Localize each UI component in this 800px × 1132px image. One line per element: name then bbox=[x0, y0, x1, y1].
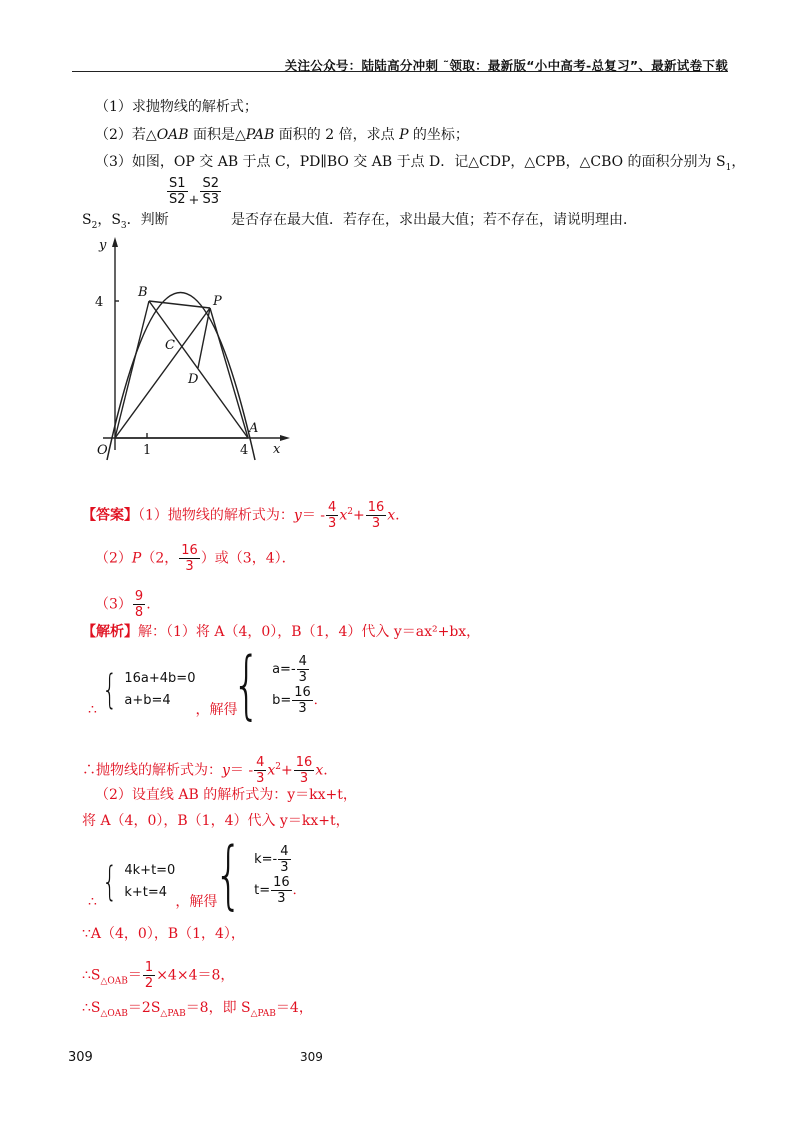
analysis-l3-frac2-den: 3 bbox=[299, 771, 309, 786]
solution-2-t: t= bbox=[254, 883, 271, 898]
point-B-label: B bbox=[138, 285, 148, 300]
point-C-label: C bbox=[165, 338, 175, 353]
system-2-equations bbox=[97, 860, 175, 904]
q2-text-b: 面积是△ bbox=[188, 127, 246, 143]
analysis-line-9 bbox=[82, 998, 313, 1018]
q2-text-d: 的坐标； bbox=[408, 127, 469, 143]
solution-1 bbox=[223, 642, 327, 728]
answer-3-num: （3） bbox=[95, 596, 132, 613]
analysis-l3-sup: 2 bbox=[275, 761, 282, 772]
solution-1-system bbox=[223, 642, 327, 728]
therefore-1: ∴ bbox=[88, 702, 97, 718]
answer-1-sup: 2 bbox=[347, 506, 353, 517]
answer-1-frac1-num: 4 bbox=[328, 500, 337, 515]
analysis-l8-frac-num: 1 bbox=[144, 960, 154, 975]
analysis-l3-eq: ＝ - bbox=[229, 762, 254, 779]
analysis-l8-frac-den: 2 bbox=[144, 976, 154, 991]
q3l2-sub2: 2 bbox=[91, 220, 98, 231]
system-1-equations bbox=[97, 668, 196, 712]
answer-1-x2: x bbox=[339, 507, 348, 524]
tick-label-x4: 4 bbox=[240, 443, 249, 458]
solution-1-row-2 bbox=[272, 685, 327, 716]
analysis-l3-frac2 bbox=[294, 755, 315, 786]
answer-3-frac bbox=[133, 589, 145, 620]
y-axis-label: y bbox=[99, 238, 107, 253]
solution-1-a: a=- bbox=[272, 662, 296, 677]
analysis-l9-mid: ＝8，即 S bbox=[185, 1000, 251, 1016]
solution-2-system bbox=[205, 832, 306, 918]
system-1-brace: { bbox=[102, 667, 118, 713]
parabola-figure bbox=[85, 235, 295, 470]
answer-1-frac2-den: 3 bbox=[371, 516, 381, 531]
q3l2-sub3: 3 bbox=[120, 220, 127, 231]
question-3-line2 bbox=[82, 210, 169, 230]
question-3-line2-rest: 是否存在最大值．若存在，求出最大值；若不存在，请说明理由． bbox=[231, 212, 637, 228]
frac-plus: + bbox=[188, 193, 200, 208]
analysis-l3-y: y bbox=[222, 762, 230, 779]
x-axis-arrow bbox=[280, 435, 290, 441]
q2-p: P bbox=[399, 127, 409, 143]
frac2-num: S2 bbox=[202, 176, 219, 191]
x-axis-label: x bbox=[273, 442, 281, 457]
analysis-l9-end: ＝4， bbox=[275, 1000, 313, 1016]
solution-2-k-den: 3 bbox=[280, 860, 289, 875]
y-axis-arrow bbox=[112, 237, 118, 247]
answer-line-1 bbox=[82, 500, 400, 531]
analysis-l9-s: ∴S bbox=[82, 1000, 101, 1016]
q3l2-s: S bbox=[82, 212, 92, 228]
origin-label: O bbox=[97, 443, 108, 458]
solution-2-k-num: 4 bbox=[280, 844, 289, 859]
answer-1-frac1-den: 3 bbox=[328, 516, 337, 531]
analysis-l3-frac1-den: 3 bbox=[256, 771, 265, 786]
q3l2-s3: ，S bbox=[97, 212, 121, 228]
solution-2-brace: { bbox=[214, 832, 243, 918]
fraction-s2-s3 bbox=[200, 176, 221, 207]
answer-2-num: （2） bbox=[95, 550, 132, 567]
analysis-l9-sub1: △OAB bbox=[100, 1008, 128, 1019]
answer-2-frac-den: 3 bbox=[185, 559, 194, 574]
q3-comma: ， bbox=[731, 154, 746, 170]
tick-label-y4: 4 bbox=[95, 295, 104, 310]
q2-text-a: （2）若△ bbox=[95, 127, 157, 143]
solution-2-t-den: 3 bbox=[277, 891, 286, 906]
tick-label-x1: 1 bbox=[143, 443, 152, 458]
analysis-l3-frac1-num: 4 bbox=[256, 755, 265, 770]
analysis-line-4: （2）设直线 AB 的解析式为：y＝kx+t， bbox=[95, 787, 357, 803]
answer-3-frac-den: 8 bbox=[134, 605, 144, 620]
solution-2-t-num: 16 bbox=[273, 875, 290, 890]
answer-1-eq: ＝ - bbox=[301, 507, 326, 524]
analysis-l3-frac1 bbox=[254, 755, 266, 786]
analysis-tag: 【解析】 bbox=[82, 624, 138, 640]
answer-1-text: （1）抛物线的解析式为： bbox=[138, 507, 294, 524]
analysis-l3-x2: x bbox=[267, 762, 276, 779]
q2-pab: PAB bbox=[245, 127, 275, 143]
analysis-l1: 解：（1）将 A（4，0），B（1，4）代入 y＝ax²+bx， bbox=[138, 624, 481, 640]
analysis-system-1 bbox=[88, 668, 237, 720]
answer-line-2 bbox=[95, 543, 296, 574]
analysis-l8-rest: ×4×4＝8， bbox=[156, 967, 235, 984]
frac2-den: S3 bbox=[202, 192, 219, 207]
header-divider bbox=[72, 71, 728, 72]
question-2 bbox=[95, 125, 469, 145]
solution-1-b-den: 3 bbox=[298, 701, 307, 716]
solution-1-a-num: 4 bbox=[298, 654, 307, 669]
answer-1-frac2-num: 16 bbox=[367, 500, 385, 515]
answer-1-frac1 bbox=[326, 500, 338, 531]
solution-2-k: k=- bbox=[254, 852, 278, 867]
page-header: 关注公众号：陆陆高分冲刺 ˜领取：最新版“小中高考-总复习”、最新试卷下载 bbox=[284, 58, 728, 73]
analysis-l8-frac bbox=[143, 960, 155, 991]
frac1-den: S2 bbox=[169, 192, 186, 207]
q3-s1-sub: 1 bbox=[725, 162, 732, 173]
point-D-label: D bbox=[188, 372, 199, 387]
analysis-l8-eq: ＝ bbox=[127, 967, 142, 984]
solution-1-period: ． bbox=[313, 693, 327, 708]
answer-1-plus: + bbox=[352, 507, 365, 524]
question-1: （1）求抛物线的解析式； bbox=[95, 99, 258, 115]
analysis-system-2 bbox=[88, 860, 217, 912]
solution-1-b-num: 16 bbox=[294, 685, 311, 700]
fraction-s1-s2 bbox=[167, 176, 188, 207]
q3-fraction-expression bbox=[166, 176, 222, 208]
parabola-curve bbox=[107, 293, 255, 461]
q2-text-c: 面积的 2 倍，求点 bbox=[274, 127, 400, 143]
solution-1-brace: { bbox=[232, 642, 261, 728]
system-1-row-1: 16a+4b=0 bbox=[124, 671, 196, 686]
answer-2-frac bbox=[179, 543, 200, 574]
analysis-line-1 bbox=[82, 622, 480, 642]
answer-1-end: . bbox=[395, 507, 400, 524]
point-P-label: P bbox=[213, 294, 222, 309]
q3-text: （3）如图，OP 交 AB 于点 C，PD∥BO 交 AB 于点 D．记△CDP，△CPB，△CBO 的面积分别为 S bbox=[95, 154, 726, 170]
answer-3-end: . bbox=[146, 596, 151, 613]
analysis-l9-sub2: △PAB bbox=[160, 1008, 186, 1019]
answer-2-frac-num: 16 bbox=[181, 543, 198, 558]
analysis-l9-eq: ＝2S bbox=[127, 1000, 161, 1016]
point-A-label: A bbox=[249, 421, 259, 436]
analysis-line-8 bbox=[82, 960, 234, 991]
answer-2-text-c: ）或（3，4）． bbox=[200, 550, 296, 567]
system-2-row-2: k+t=4 bbox=[124, 885, 168, 900]
q2-oab: OAB bbox=[156, 127, 189, 143]
analysis-l8-s: ∴S bbox=[82, 967, 101, 984]
system-1-row-2: a+b=4 bbox=[124, 693, 171, 708]
answer-3-frac-num: 9 bbox=[134, 589, 144, 604]
solution-1-row-1 bbox=[272, 654, 327, 685]
answer-1-y: y bbox=[293, 507, 302, 524]
answer-1-frac2 bbox=[366, 500, 387, 531]
solution-2-row-2 bbox=[254, 875, 306, 906]
segment-BA bbox=[149, 301, 248, 438]
therefore-2: ∴ bbox=[88, 894, 97, 910]
analysis-l3-end: . bbox=[323, 762, 328, 779]
analysis-line-3 bbox=[82, 755, 328, 786]
answer-2-p: P bbox=[131, 550, 142, 567]
q3l2-judge: ．判断 bbox=[126, 212, 169, 228]
solve-word-1: ，解得 bbox=[195, 702, 238, 718]
question-3-line1 bbox=[95, 152, 745, 172]
segment-PA bbox=[210, 308, 248, 438]
analysis-l3-x: x bbox=[315, 762, 324, 779]
solution-1-a-den: 3 bbox=[298, 670, 307, 685]
answer-line-3 bbox=[95, 589, 151, 620]
analysis-line-5: 将 A（4，0），B（1，4）代入 y＝kx+t， bbox=[82, 813, 350, 829]
analysis-l3-text: ∴抛物线的解析式为： bbox=[82, 762, 222, 779]
solution-2 bbox=[205, 832, 306, 918]
page-number-center: 309 bbox=[300, 1050, 323, 1064]
answer-1-x: x bbox=[387, 507, 396, 524]
answer-2-text-b: （2， bbox=[141, 550, 179, 567]
analysis-l3-frac2-num: 16 bbox=[295, 755, 313, 770]
solution-2-row-1 bbox=[254, 844, 306, 875]
frac1-num: S1 bbox=[169, 176, 186, 191]
segment-OB bbox=[115, 301, 149, 438]
analysis-l8-sub: △OAB bbox=[100, 976, 128, 987]
solution-1-b: b= bbox=[272, 693, 292, 708]
analysis-line-7: ∵A（4，0），B（1，4）， bbox=[82, 926, 245, 942]
solution-2-period: ． bbox=[292, 883, 306, 898]
answer-tag: 【答案】 bbox=[82, 507, 138, 524]
analysis-l9-sub3: △PAB bbox=[250, 1008, 276, 1019]
system-2-brace: { bbox=[102, 859, 118, 905]
system-2-row-1: 4k+t=0 bbox=[124, 863, 176, 878]
page-number-left: 309 bbox=[68, 1050, 93, 1065]
analysis-l3-plus: + bbox=[281, 762, 293, 779]
solve-word-2: ，解得 bbox=[175, 894, 218, 910]
